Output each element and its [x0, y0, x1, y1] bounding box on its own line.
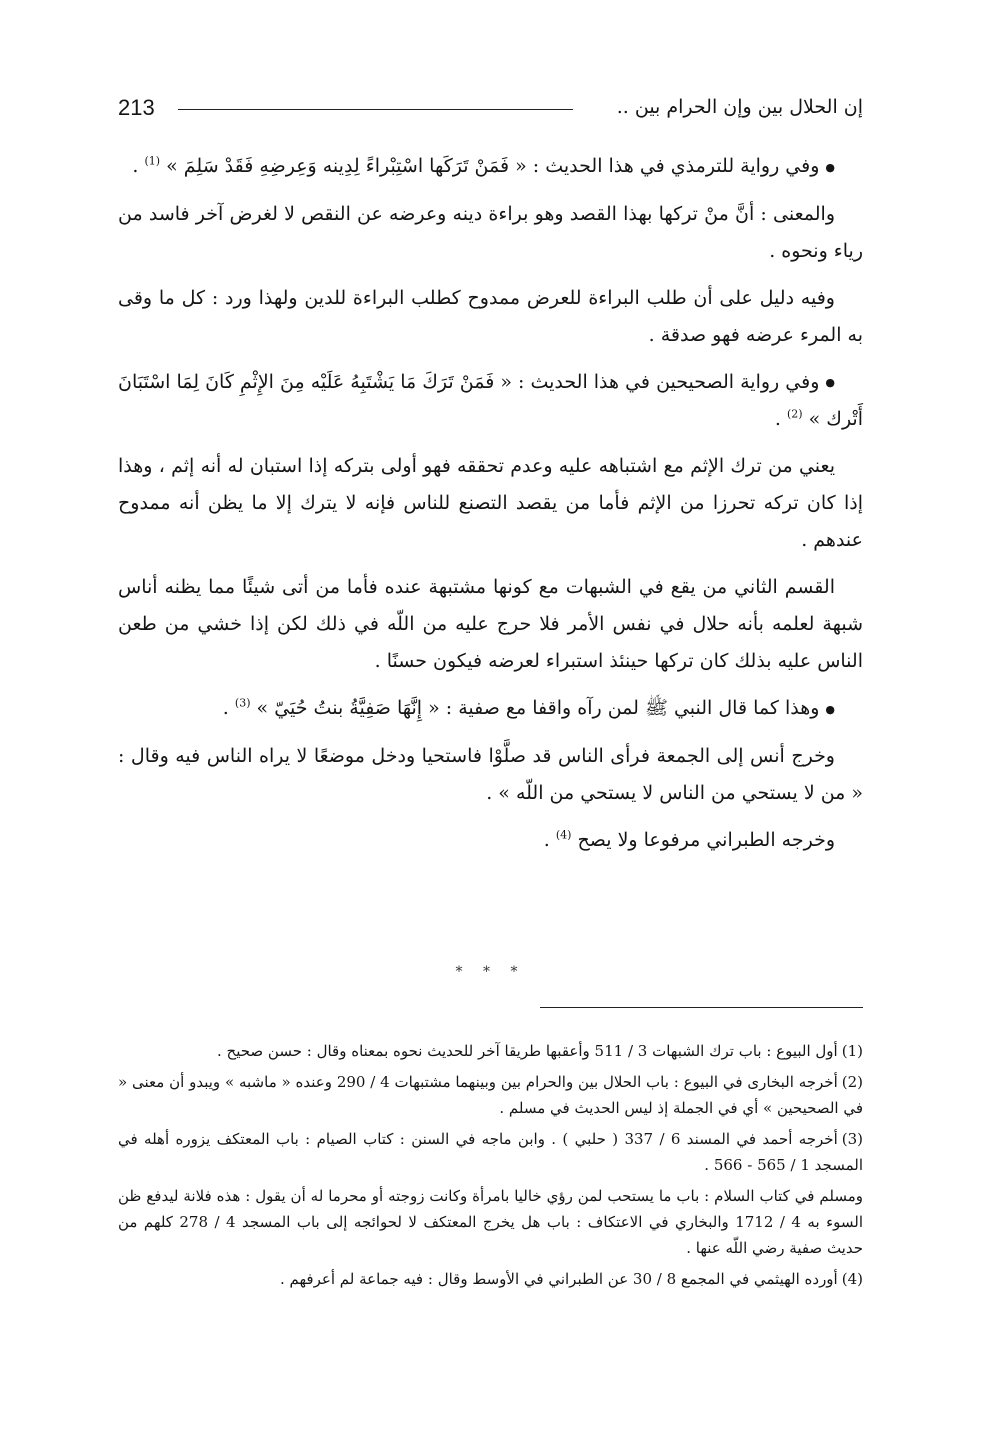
footnote-ref: (2): [786, 407, 803, 421]
footnote-text: أورده الهيثمي في المجمع 8 / 30 عن الطبراني في الأوسط وقال : فيه جماعة لم أعرفهم .: [280, 1270, 838, 1288]
footnote-number: (4): [841, 1270, 863, 1288]
page-body: [118, 148, 863, 869]
paragraph-1: [118, 148, 863, 186]
page-number: 213: [118, 95, 155, 120]
footnote-ref: (3): [234, 696, 251, 710]
footnote-number: (2): [841, 1073, 864, 1091]
paragraph-tail: .: [774, 408, 787, 430]
paragraph-7: [118, 690, 863, 728]
footnote-text: ومسلم في كتاب السلام : باب ما يستحب لمن رؤي خاليا بامرأة وكانت زوجته أو محرما له أن يقول : هذه فلانة ليدفع ظن السوء به 4 / 1712 والبخاري في الاعتكاف : باب هل يخرج المعتكف لا لحوائجه إلى باب المسجد 4 / 278 كلهم من حديث صفية رضي اللّه عنها .: [118, 1187, 864, 1257]
header-rule: [178, 109, 573, 110]
paragraph-text: يعني من ترك الإثم مع اشتباهه عليه وعدم تحققه فهو أولى بتركه إذا استبان له أنه إثم ، وهذا إذا كان تركه تحرزا من الإثم فأما من يقصد التصنع للناس فإنه لا يترك إلا ما يظن أنه ممدوح عندهم .: [118, 455, 863, 551]
footnote-4: [118, 1266, 863, 1292]
paragraph-text: وفي رواية الصحيحين في هذا الحديث : « فَمَنْ تَرَكَ مَا يَشْتَبِهُ عَلَيْه مِنَ الإِثْمِ كَانَ لِمَا اسْتَبَانَ أَتْرك »: [118, 370, 863, 430]
footnote-ref: (1): [144, 154, 161, 168]
paragraph-8: [118, 738, 863, 812]
footnote-number: (3): [841, 1130, 864, 1148]
page-header: [118, 92, 863, 126]
paragraph-6: [118, 569, 863, 680]
footnote-text: أول البيوع : باب ترك الشبهات 3 / 511 وأعقبها طريقا آخر للحديث نحوه بمعناه وقال : حسن صحيح .: [216, 1042, 838, 1060]
paragraph-tail: .: [543, 828, 556, 851]
paragraph-text: وفيه دليل على أن طلب البراءة للعرض ممدوح كطلب البراءة للدين ولهذا ورد : كل ما وقى به المرء عرضه فهو صدقة .: [118, 286, 863, 346]
paragraph-4: [118, 364, 863, 439]
paragraph-9: [118, 822, 863, 859]
paragraph-text: القسم الثاني من يقع في الشبهات مع كونها مشتبهة عنده فأما من أتى شيئًا مما يظنه أناس شبهة لعلمه بأنه حلال في نفس الأمر فلا حرج عليه من اللّه في ذلك لكن إذا خشي من طعن الناس عليه بذلك كان تركها حينئذ استبراء لعرضه فيكون حسنًا .: [118, 576, 863, 672]
footnote-2: [118, 1069, 863, 1121]
footnote-rule: [540, 1007, 863, 1008]
paragraph-3: [118, 280, 863, 354]
footnote-text: أخرجه أحمد في المسند 6 / 337 ( حلبي ) . وابن ماجه في السنن : كتاب الصيام : باب المعتكف يزوره أهله في المسجد 1 / 565 - 566 .: [118, 1130, 863, 1174]
section-separator: * * *: [455, 964, 526, 980]
paragraph-text: وخرجه الطبراني مرفوعا ولا يصح: [577, 828, 835, 851]
footnote-ref: (4): [555, 828, 572, 842]
paragraph-text: والمعنى : أنَّ منْ تركها بهذا القصد وهو براءة دينه وعرضه عن النقص لا لغرض آخر فاسد من رياء ونحوه .: [118, 202, 863, 262]
footnote-1: [118, 1038, 863, 1064]
paragraph-2: [118, 196, 863, 270]
footnote-number: (1): [841, 1042, 863, 1060]
paragraph-5: [118, 448, 863, 559]
footnote-3: [118, 1126, 863, 1178]
paragraph-tail: .: [222, 697, 235, 719]
running-title: إن الحلال بين وإن الحرام بين ..: [616, 96, 863, 118]
paragraph-text: وفي رواية للترمذي في هذا الحديث : « فَمَنْ تَرَكَها اسْتِبْراءً لِدِينه وَعِرضِهِ فَقَدْ سَلِمَ »: [166, 155, 820, 177]
footnotes: [118, 1038, 863, 1297]
footnote-3-continued: [118, 1183, 863, 1261]
paragraph-tail: .: [132, 155, 145, 177]
paragraph-text: وخرج أنس إلى الجمعة فرأى الناس قد صلَّوْا فاستحيا ودخل موضعًا لا يراه الناس فيه وقال : « من لا يستحي من الناس لا يستحي من اللّه » .: [118, 744, 863, 804]
footnote-text: أخرجه البخارى في البيوع : باب الحلال بين والحرام بين وبينهما مشتبهات 4 / 290 وعنده « ماشبه » ويبدو أن معنى « في الصحيحين » أي في الجملة إذ ليس الحديث في مسلم .: [118, 1073, 863, 1117]
paragraph-text: وهذا كما قال النبي ﷺ لمن رآه واقفا مع صفية : « إِنَّهَا صَفِيَّةُ بنتُ حُيَيّ »: [256, 697, 820, 719]
